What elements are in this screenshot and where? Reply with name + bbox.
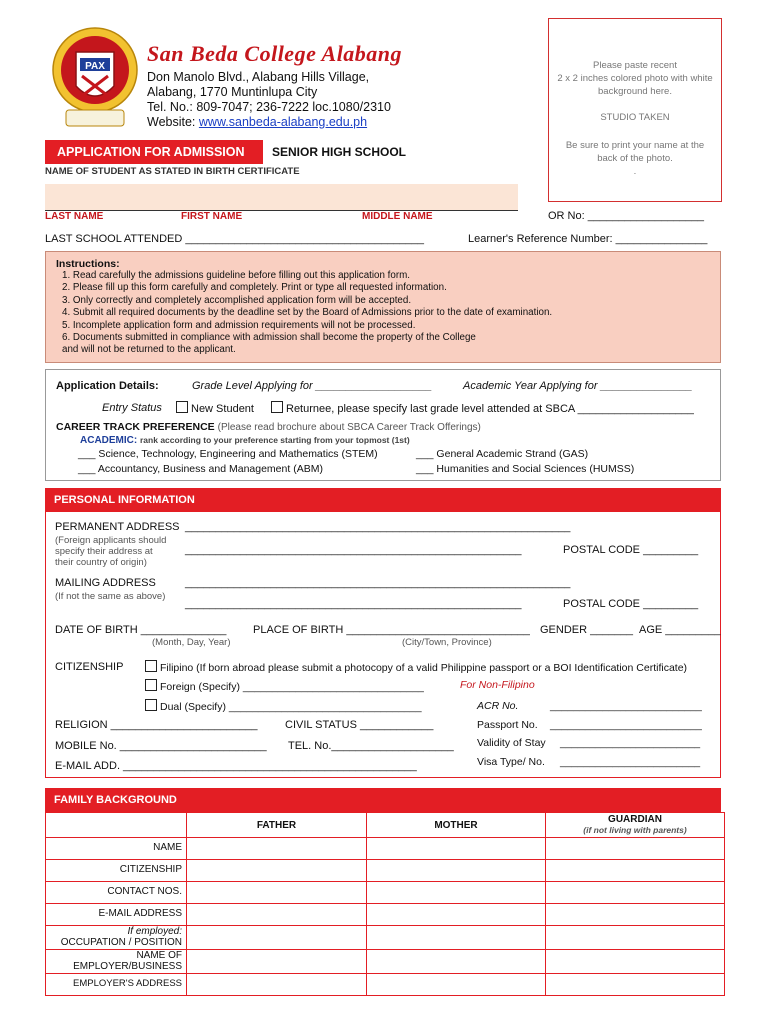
- academic-note: rank according to your preference starting from your topmost (1st): [140, 435, 410, 445]
- guardian-citizenship-cell[interactable]: [546, 860, 725, 882]
- father-contact-cell[interactable]: [187, 882, 367, 904]
- mother-occupation-cell[interactable]: [367, 926, 546, 950]
- civil-status-field[interactable]: CIVIL STATUS ____________: [285, 719, 434, 731]
- mother-employer-address-cell[interactable]: [367, 974, 546, 996]
- new-student-option[interactable]: [176, 401, 254, 415]
- address-line-1: Don Manolo Blvd., Alabang Hills Village,: [147, 70, 370, 84]
- occupation-label: OCCUPATION / POSITION: [60, 936, 182, 948]
- father-occupation-cell[interactable]: [187, 926, 367, 950]
- validity-label: Validity of Stay: [477, 737, 546, 749]
- foreign-note-1: (Foreign applicants should: [55, 535, 167, 546]
- dual-option[interactable]: [145, 699, 422, 713]
- gas-option[interactable]: ___ General Academic Strand (GAS): [416, 448, 589, 460]
- citizenship-label: CITIZENSHIP: [55, 661, 124, 673]
- father-employer-address-cell[interactable]: [187, 974, 367, 996]
- foreign-label: Foreign (Specify) _______________________________: [160, 681, 424, 693]
- father-name-cell[interactable]: [187, 838, 367, 860]
- guardian-contact-cell[interactable]: [546, 882, 725, 904]
- college-seal-logo: [52, 24, 138, 132]
- address-line-2: Alabang, 1770 Muntinlupa City: [147, 85, 318, 99]
- instruction-item: 2. Please fill up this form carefully and completely. Print or type all requested information.: [62, 282, 447, 294]
- row-label-email: E-MAIL ADDRESS: [46, 904, 187, 926]
- seal-pax-text: PAX: [85, 61, 105, 72]
- non-filipino-heading: For Non-Filipino: [460, 679, 535, 691]
- pob-note: (City/Town, Province): [402, 637, 492, 648]
- table-row: [46, 904, 725, 926]
- student-name-field[interactable]: [45, 184, 518, 211]
- mailing-address-label: MAILING ADDRESS: [55, 577, 156, 589]
- abm-option[interactable]: ___ Accountancy, Business and Management (ABM): [78, 463, 323, 475]
- application-title-banner: APPLICATION FOR ADMISSION: [45, 140, 263, 164]
- instruction-item: and will not be returned to the applicant.: [62, 344, 236, 356]
- filipino-option[interactable]: [145, 660, 687, 674]
- instruction-item: 5. Incomplete application form and admission requirements will not be processed.: [62, 319, 416, 331]
- validity-field[interactable]: ________________________: [560, 737, 701, 749]
- returnee-checkbox[interactable]: [271, 401, 283, 413]
- acr-label: ACR No.: [477, 700, 519, 712]
- photo-studio-note: STUDIO TAKEN: [600, 112, 670, 123]
- row-label-employer-address: EMPLOYER'S ADDRESS: [46, 974, 187, 996]
- row-label-occupation: [46, 926, 187, 950]
- guardian-employer-address-cell[interactable]: [546, 974, 725, 996]
- table-row: [46, 926, 725, 950]
- email-field[interactable]: E-MAIL ADD. ________________________________________________: [55, 760, 417, 772]
- passport-label: Passport No.: [477, 719, 538, 731]
- middle-name-label: MIDDLE NAME: [362, 211, 433, 222]
- family-corner-cell: [46, 813, 187, 838]
- mother-column-header: MOTHER: [367, 813, 546, 838]
- or-number-field[interactable]: OR No: ___________________: [548, 210, 704, 222]
- mother-citizenship-cell[interactable]: [367, 860, 546, 882]
- guardian-name-cell[interactable]: [546, 838, 725, 860]
- mother-contact-cell[interactable]: [367, 882, 546, 904]
- new-student-checkbox[interactable]: [176, 401, 188, 413]
- instruction-item: 3. Only correctly and completely accomplished application form will be accepted.: [62, 294, 412, 306]
- photo-note-1: Be sure to print your name at the: [565, 140, 705, 151]
- gender-field[interactable]: GENDER _______: [540, 624, 633, 636]
- table-row: [46, 950, 725, 974]
- family-table: [45, 812, 725, 996]
- new-student-label: New Student: [191, 403, 254, 415]
- row-label-employer: [46, 950, 187, 974]
- academic-year-field[interactable]: Academic Year Applying for _______________: [463, 380, 693, 392]
- guardian-occupation-cell[interactable]: [546, 926, 725, 950]
- instructions-box: [45, 251, 721, 363]
- row-label-name: NAME: [46, 838, 187, 860]
- first-name-label: FIRST NAME: [181, 211, 243, 222]
- acr-field[interactable]: __________________________: [550, 700, 702, 712]
- religion-field[interactable]: RELIGION ________________________: [55, 719, 258, 731]
- guardian-column-header: [546, 813, 725, 838]
- instruction-item: 4. Submit all required documents by the deadline set by the Board of Admissions prior to the date of examination.: [62, 307, 553, 319]
- photo-note-2: back of the photo.: [597, 153, 673, 164]
- mailing-address-line-1[interactable]: _______________________________________________________________: [185, 577, 571, 589]
- photo-instruction-2: 2 x 2 inches colored photo with white: [557, 73, 713, 84]
- guardian-email-cell[interactable]: [546, 904, 725, 926]
- father-email-cell[interactable]: [187, 904, 367, 926]
- photo-instruction-1: Please paste recent: [593, 60, 677, 71]
- table-row: [46, 882, 725, 904]
- photo-instruction-3: background here.: [598, 86, 672, 97]
- humss-option[interactable]: ___ Humanities and Social Sciences (HUMSS): [416, 463, 635, 475]
- website-row: [147, 115, 367, 129]
- mother-name-cell[interactable]: [367, 838, 546, 860]
- table-row: [46, 974, 725, 996]
- family-background-header: FAMILY BACKGROUND: [45, 788, 721, 812]
- mother-employer-cell[interactable]: [367, 950, 546, 974]
- row-label-citizenship: CITIZENSHIP: [46, 860, 187, 882]
- filipino-checkbox[interactable]: [145, 660, 157, 672]
- age-field[interactable]: AGE _________: [639, 624, 721, 636]
- mailing-postal-code[interactable]: POSTAL CODE _________: [563, 598, 699, 610]
- if-employed-label: If employed:: [127, 926, 182, 937]
- date-of-birth-field[interactable]: DATE OF BIRTH ______________: [55, 624, 227, 636]
- name-of-label: NAME OF: [136, 950, 182, 961]
- mother-email-cell[interactable]: [367, 904, 546, 926]
- foreign-note-3: their country of origin): [55, 557, 147, 568]
- family-table-header: [46, 813, 725, 838]
- grade-level-field[interactable]: Grade Level Applying for ___________________: [192, 380, 432, 392]
- academic-row: [80, 435, 410, 446]
- academic-label: ACADEMIC:: [80, 435, 138, 446]
- application-details-label: Application Details:: [56, 380, 159, 392]
- row-label-contact: CONTACT NOS.: [46, 882, 187, 904]
- instructions-title: Instructions:: [56, 258, 120, 270]
- mobile-field[interactable]: MOBILE No. ________________________: [55, 740, 267, 752]
- permanent-address-line-1[interactable]: _______________________________________________________________: [185, 521, 571, 533]
- instruction-item: 1. Read carefully the admissions guideline before filling out this application form.: [62, 270, 410, 281]
- career-track-title: CAREER TRACK PREFERENCE: [56, 421, 215, 433]
- photo-note-3: .: [633, 166, 637, 177]
- filipino-label: Filipino (If born abroad please submit a photocopy of a valid Philippine passport or a BOI Identification Certificate): [160, 662, 688, 674]
- visa-field[interactable]: ________________________: [560, 756, 701, 768]
- passport-field[interactable]: __________________________: [550, 719, 702, 731]
- last-name-label: LAST NAME: [45, 211, 104, 222]
- instructions-list: [62, 270, 552, 357]
- personal-info-header: PERSONAL INFORMATION: [45, 488, 721, 512]
- guardian-employer-cell[interactable]: [546, 950, 725, 974]
- photo-box: [548, 18, 722, 202]
- last-school-field[interactable]: LAST SCHOOL ATTENDED _______________________________________: [45, 233, 424, 245]
- dob-note: (Month, Day, Year): [152, 637, 231, 648]
- place-of-birth-field[interactable]: PLACE OF BIRTH ______________________________: [253, 624, 530, 636]
- visa-label: Visa Type/ No.: [477, 756, 545, 768]
- school-name: San Beda College Alabang: [147, 41, 403, 66]
- instruction-item: 6. Documents submitted in compliance with admission shall become the property of the College: [62, 332, 476, 344]
- mailing-address-line-2[interactable]: _______________________________________________________: [185, 598, 522, 610]
- table-row: [46, 838, 725, 860]
- mailing-note: (If not the same as above): [55, 591, 166, 602]
- guardian-label: GUARDIAN: [608, 814, 662, 825]
- career-track-row: [56, 421, 481, 433]
- lrn-field[interactable]: Learner's Reference Number: _______________: [468, 233, 708, 245]
- website-label: Website:: [147, 115, 196, 129]
- employer-label: EMPLOYER/BUSINESS: [73, 960, 182, 972]
- father-citizenship-cell[interactable]: [187, 860, 367, 882]
- returnee-label: Returnee, please specify last grade level attended at SBCA ___________________: [286, 403, 694, 415]
- returnee-option[interactable]: [271, 401, 694, 415]
- foreign-checkbox[interactable]: [145, 679, 157, 691]
- father-employer-cell[interactable]: [187, 950, 367, 974]
- permanent-address-line-2[interactable]: _______________________________________________________: [185, 544, 522, 556]
- dual-label: Dual (Specify) _________________________________: [160, 701, 422, 713]
- father-column-header: FATHER: [187, 813, 367, 838]
- tel-field[interactable]: TEL. No.____________________: [288, 740, 454, 752]
- foreign-note-2: specify their address at: [55, 546, 153, 557]
- permanent-address-label: PERMANENT ADDRESS: [55, 521, 180, 533]
- stem-option[interactable]: ___ Science, Technology, Engineering and Mathematics (STEM): [78, 448, 378, 460]
- name-note: NAME OF STUDENT AS STATED IN BIRTH CERTIFICATE: [45, 166, 300, 177]
- permanent-postal-code[interactable]: POSTAL CODE _________: [563, 544, 699, 556]
- telephone: Tel. No.: 809-7047; 236-7222 loc.1080/2310: [147, 100, 391, 114]
- table-row: [46, 860, 725, 882]
- level-label: SENIOR HIGH SCHOOL: [272, 145, 407, 159]
- entry-status-label: Entry Status: [102, 402, 162, 414]
- foreign-option[interactable]: [145, 679, 424, 693]
- career-track-note: (Please read brochure about SBCA Career Track Offerings): [217, 422, 481, 433]
- website-link[interactable]: www.sanbeda-alabang.edu.ph: [198, 115, 368, 129]
- dual-checkbox[interactable]: [145, 699, 157, 711]
- guardian-note: (if not living with parents): [583, 825, 687, 835]
